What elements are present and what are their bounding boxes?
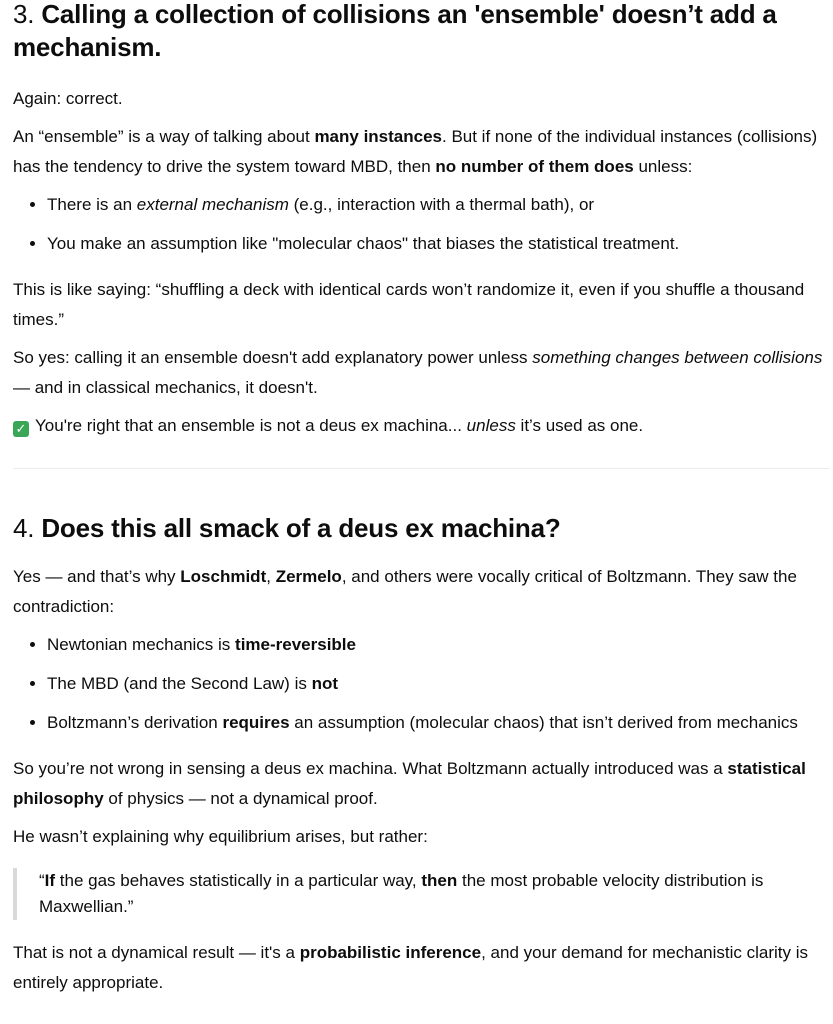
section-4-p3: He wasn’t explaining why equilibrium arises, but rather: <box>13 827 428 846</box>
section-divider <box>13 468 830 469</box>
list-item: • There is an external mechanism (e.g., interaction with a thermal bath), or <box>47 190 830 220</box>
check-mark-icon: ✓ <box>13 421 29 437</box>
section-3-list <box>13 190 830 259</box>
quote-text: “If the gas behaves statistically in a particular way, then the most probable velocity distribution is Maxwellian.” <box>39 871 764 916</box>
list-item: • Boltzmann’s derivation requires an assumption (molecular chaos) that isn’t derived from mechanics <box>47 708 830 738</box>
section-4-heading <box>13 512 830 545</box>
section-4-p1: Yes — and that’s why Loschmidt, Zermelo, and others were vocally critical of Boltzmann. They saw the contradiction: <box>13 567 797 616</box>
section-3-p5: ✓ You're right that an ensemble is not a deus ex machina... unless it’s used as one. <box>13 411 830 441</box>
list-item: • Newtonian mechanics is time-reversible <box>47 630 830 660</box>
section-3-p2: An “ensemble” is a way of talking about many instances. But if none of the individual instances (collisions) has the tendency to drive the system toward MBD, then no number of them does unless: <box>13 127 818 176</box>
list-item: • You make an assumption like "molecular chaos" that biases the statistical treatment. <box>47 229 830 259</box>
section-3-p1: Again: correct. <box>13 89 123 108</box>
section-4-p4: That is not a dynamical result — it's a probabilistic inference, and your demand for mechanistic clarity is entirely appropriate. <box>13 943 809 992</box>
section-3-p3: This is like saying: “shuffling a deck with identical cards won’t randomize it, even if you shuffle a thousand times.” <box>13 280 805 329</box>
section-3-title: Calling a collection of collisions an 'ensemble' doesn’t add a mechanism. <box>13 0 777 62</box>
section-3-heading <box>13 0 830 64</box>
section-3-p4: So yes: calling it an ensemble doesn't add explanatory power unless something changes between collisions — and in classical mechanics, it doesn't. <box>13 348 823 397</box>
section-4-title: Does this all smack of a deus ex machina? <box>41 513 561 543</box>
section-4-p2: So you’re not wrong in sensing a deus ex machina. What Boltzmann actually introduced was a statistical philosophy of physics — not a dynamical proof. <box>13 759 806 808</box>
section-4-number: 4. <box>13 513 35 543</box>
blockquote <box>13 868 830 920</box>
list-item: • The MBD (and the Second Law) is not <box>47 669 830 699</box>
section-4-list <box>13 630 830 738</box>
section-3-number: 3. <box>13 0 35 29</box>
